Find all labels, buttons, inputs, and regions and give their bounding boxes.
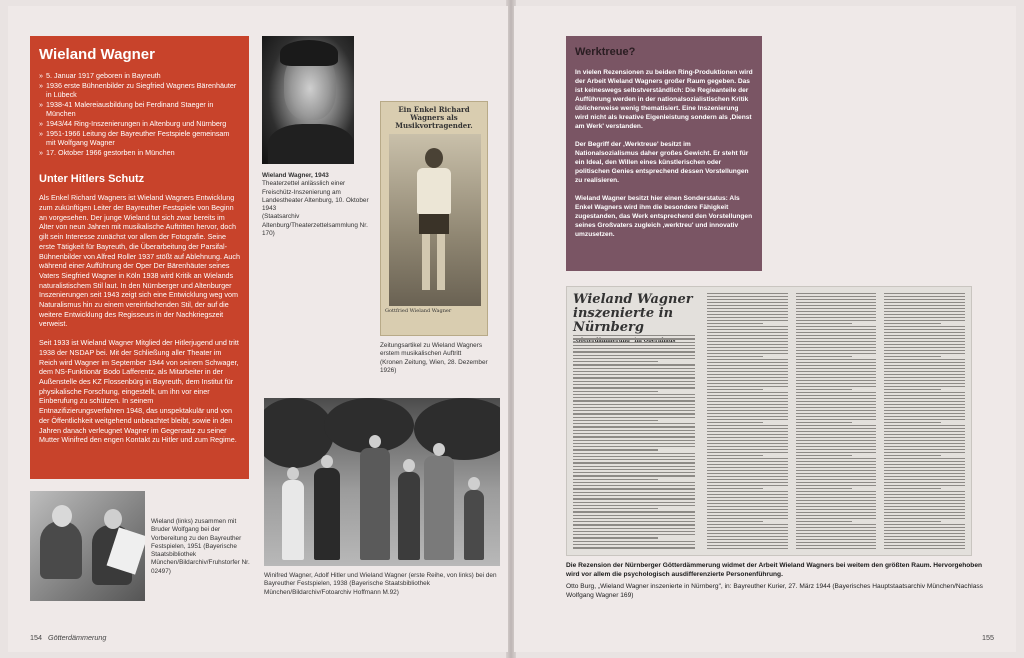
newspaper-caption [566,562,986,600]
box-title: Werktreue? [575,46,636,58]
bio-fact: » 17. Oktober 1966 gestorben in München [39,148,240,158]
running-title: Götterdämmerung [48,633,107,642]
festival-photo [264,398,500,566]
festival-caption: Winifred Wagner, Adolf Hitler und Wieland Wagner (erste Reihe, von links) bei den Bayreuther Festspielen, 1938 (Bayerische Staatsbibliothek München/Bildarchiv/Fotoarchiv Hoffmann M.92) [264,572,497,596]
portrait-caption [262,172,370,238]
page-number: 154 [30,633,42,642]
werktreue-box [566,36,762,271]
box-paragraph: Wieland Wagner besitzt hier einen Sonderstatus: Als Enkel Wagners wird ihm die besondere Fähigkeit zugestanden, das Werk entsprechend den Vorstellungen seines Großvaters zugleich ‚werktreu' und innovativ umzusetzen. [575,195,753,238]
newspaper-columns [707,293,965,549]
newspaper-caption-source: Otto Burg, „Wieland Wagner inszenierte in Nürnberg", in: Bayreuther Kurier, 27. März 1944 (Bayerisches Hauptstaatsarchiv München/Nachlass Wolfgang Wagner 169) [566,583,983,599]
bio-fact: » 1936 erste Bühnenbilder zu Siegfried Wagners Bärenhäuter in Lübeck [39,81,240,100]
newspaper-caption-bold: Die Rezension der Nürnberger Götterdämmerung widmet der Arbeit Wieland Wagners bei weitem den größten Raum. Hervorgehoben wird vor allem die psychologisch ausdifferenzierte Personenführung. [566,562,983,578]
clipping-photo [389,134,481,306]
box-paragraph: In vielen Rezensionen zu beiden Ring-Produktionen wird der Arbeit Wieland Wagners großer Raum gegeben. Das ist keineswegs selbstverständlich: Die Regieanteile der Aufführung werden in der nationalsozialistischen Kritik üblicherweise wenig thematisiert. Eine Inszenierung wird nicht als kreative Eigenleistung sondern als ‚Dienst am Werk' verstanden. [575,69,753,130]
clipping-headline: Ein Enkel Richard Wagners als Musikvortragender. [395,105,473,130]
portrait-caption-title: Wieland Wagner, 1943 [262,172,329,179]
clipping-caption-text: Zeitungsartikel zu Wieland Wagners erstem musikalischen Auftritt [380,342,483,358]
biography-box [30,36,249,479]
newspaper-column [884,293,965,549]
folio-left [30,633,106,642]
bio-fact: » 5. Januar 1917 geboren in Bayreuth [39,71,240,81]
section-title: Unter Hitlers Schutz [39,173,145,186]
box-paragraph: Der Begriff der ‚Werktreue' besitzt im Nationalsozialismus daher großes Gewicht. Er steht für ein Ideal, den Willen eines künstlerischen oder politischen Genies entsprechend dessen Vorstellungen zu realisieren. [575,141,749,184]
clipping-caption-source: (Kronen Zeitung, Wien, 28. Dezember 1926) [380,358,488,374]
newspaper-review [566,286,972,556]
bio-fact: » 1951-1966 Leitung der Bayreuther Festspiele gemeinsam mit Wolfgang Wagner [39,129,240,148]
bio-paragraph: Als Enkel Richard Wagners ist Wieland Wagners Entwicklung zum zukünftigen Leiter der Bayreuther Festspiele von Beginn an vorgesehen. Der junge Wieland tut sich zwar bereits im Alter von neun Jahren mit musikalische Auftritten hervor, doch gilt sein Interesse zunächst vor allem der Fotografie. Seine erste Tätigkeit für Bayreuth, die Überarbeitung der Parsifal-Bühnenbilder von Alfred Roller 1937 stößt auf Ablehnung. Auch während einer Aufführung der Oper Der Bärenhäuter seines Vaters Siegfried Wagner in Köln 1938 wird Kritik an Wielands naturalistischem Stil laut. In den Nürnberger und Altenburger Inszenierungen seit 1943 zeigt sich eine Entwicklung weg vom Naturalismus hin zu einem vereinfachenden Stil, der auf die weitere Entwicklung des Regisseurs in der Nachkriegszeit verweist. [39,193,240,329]
piano-caption: Wieland (links) zusammen mit Bruder Wolfgang bei der Vorbereitung zu den Bayreuther Festspielen, 1951 (Bayerische Staatsbibliothek München/Bildarchiv/Fruhstorfer Nr. 02497) [151,518,250,575]
newspaper-headline: Wieland Wagner inszenierte in Nürnberg [573,292,693,335]
left-page [8,6,508,652]
newspaper-column [573,335,695,549]
bio-paragraph: Seit 1933 ist Wieland Wagner Mitglied der Hitlerjugend und tritt 1938 der NSDAP bei. Mit der Schließung aller Theater im Reich wird Wagner im September 1944 von seinem Schwager, dem NS-Funktionär Bodo Lafferentz, als Mitarbeiter in der Außenstelle des KZ Flossenbürg in Bayreuth, dem Institut für physikalische Forschung, eingestellt, um ihn vor einer Einberufung zu schützen. In seinem Entnazifizierungsverfahren 1948, das unspektakulär und von der Öffentlichkeit weitgehend unbeachtet bleibt, sowie in den Jahren danach verleugnet Wagner im Gegensatz zu seiner Mutter Winifred den engen Kontakt zu Hitler und zum Regime. [39,338,239,445]
clipping-caption [380,342,490,375]
portrait-caption-source: (Staatsarchiv Altenburg/Theaterzettelsammlung Nr. 170) [262,213,368,238]
newspaper-column [707,293,788,549]
portrait-caption-text: Theaterzettel anlässlich einer Freischütz-Inszenierung am Landestheater Altenburg, 10. Oktober 1943 [262,180,369,213]
bio-title: Wieland Wagner [39,46,155,63]
newspaper-clipping [380,101,488,336]
portrait-photo [262,36,354,164]
folio-right: 155 [982,633,994,642]
bio-facts-list [39,71,240,157]
bio-fact: » 1938-41 Malereiausbildung bei Ferdinand Staeger in München [39,100,240,119]
piano-photo [30,491,145,601]
bio-fact: » 1943/44 Ring-Inszenierungen in Altenburg und Nürnberg [39,119,240,129]
clipping-photo-caption: Gottfried Wieland Wagner [385,308,452,314]
right-page [514,6,1016,652]
newspaper-column [796,293,877,549]
